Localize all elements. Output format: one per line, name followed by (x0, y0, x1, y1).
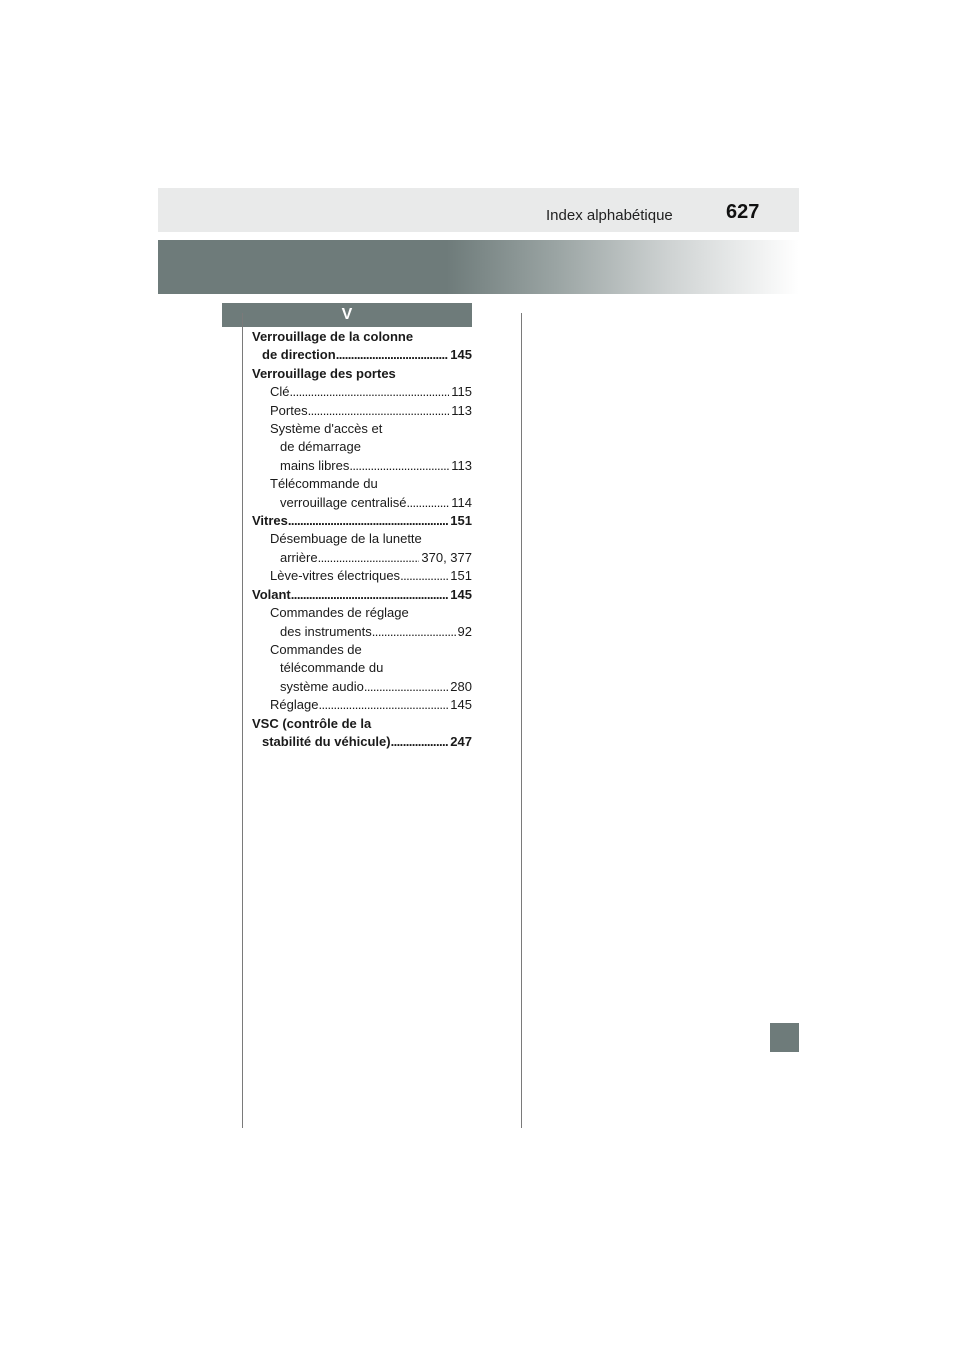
page-ref: 115 (451, 384, 472, 400)
index-subentry[interactable]: mains libres . . . 113 (252, 457, 472, 475)
index-entry[interactable]: Verrouillage des portes (252, 365, 396, 381)
column-divider-right (521, 313, 522, 1128)
page-ref: 113 (451, 402, 472, 418)
index-entry[interactable]: Volant . . . 145 (252, 586, 472, 604)
page-ref: 145 (450, 586, 472, 602)
page-ref: 151 (450, 513, 472, 529)
index-subentry[interactable]: de démarrage (280, 439, 361, 455)
side-thumb-tab (770, 1023, 799, 1052)
index-subentry[interactable]: télécommande du (280, 660, 384, 676)
chapter-banner (158, 240, 799, 294)
index-subentry[interactable]: arrière . . . 370, 377 (252, 549, 472, 567)
index-subentry[interactable]: des instruments . . . 92 (252, 623, 472, 641)
index-subentry[interactable]: Portes . . . 113 (252, 402, 472, 420)
column-divider-left (242, 313, 243, 1128)
index-subentry[interactable]: Commandes de réglage (270, 605, 409, 621)
index-subentry[interactable]: Télécommande du (270, 476, 378, 492)
index-subentry[interactable]: Réglage . . . 145 (252, 696, 472, 714)
index-subentry[interactable]: verrouillage centralisé . . . 114 (252, 494, 472, 512)
header-title: Index alphabétique (546, 207, 673, 224)
section-letter-heading: V (222, 303, 472, 327)
index-entry[interactable]: VSC (contrôle de la (252, 715, 372, 731)
page-ref: 151 (450, 568, 472, 584)
index-subentry[interactable]: Clé . . . 115 (252, 383, 472, 401)
index-entry[interactable]: Verrouillage de la colonne (252, 329, 414, 344)
page-ref: 113 (451, 457, 472, 473)
index-subentry[interactable]: Commandes de (270, 641, 362, 657)
page-ref: 145 (450, 697, 472, 713)
page-ref: 145 (450, 347, 472, 363)
page-ref: 92 (457, 623, 472, 639)
page-ref: 280 (450, 678, 472, 694)
page-ref: 370, 377 (421, 549, 472, 565)
index-entries (252, 328, 472, 751)
index-subentry[interactable]: Système d'accès et (270, 421, 383, 437)
index-entry[interactable]: de direction . . . 145 (252, 346, 472, 364)
index-subentry[interactable]: Désembuage de la lunette (270, 531, 422, 547)
header-bar (158, 188, 799, 232)
page-ref: 247 (450, 733, 472, 749)
index-entry[interactable]: Vitres . . . 151 (252, 512, 472, 530)
index-subentry[interactable]: Lève-vitres électriques . . . 151 (252, 567, 472, 585)
page-ref: 114 (451, 494, 472, 510)
index-subentry[interactable]: système audio . . . 280 (252, 678, 472, 696)
index-entry[interactable]: stabilité du véhicule) . . . 247 (252, 733, 472, 751)
page-number: 627 (726, 201, 760, 223)
